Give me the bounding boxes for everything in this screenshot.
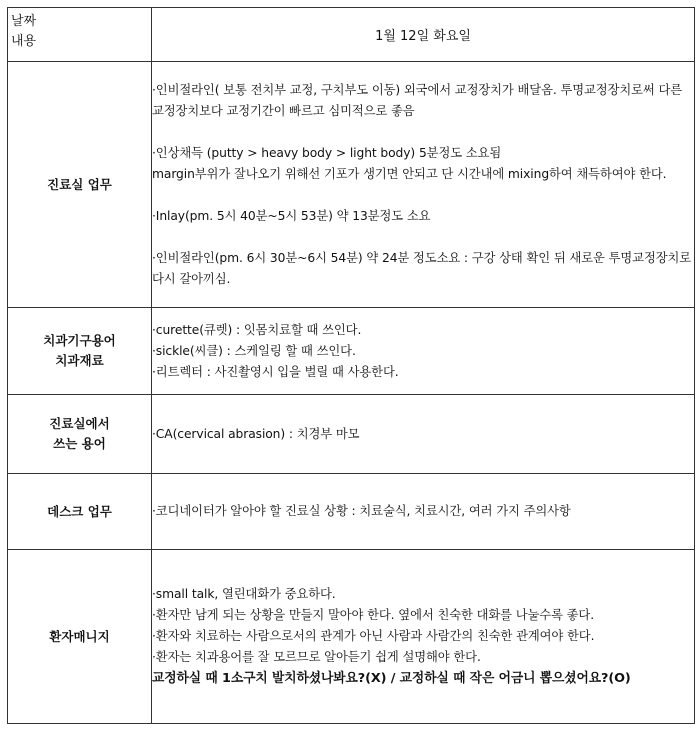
patient-row: [8, 550, 695, 724]
patient-line-example: 교정하실 때 1소구치 발치하셨나봐요?(X) / 교정하실 때 작은 어금니 뽑으셨어요?(O): [152, 671, 631, 686]
clinic-line-invisalign: ·인비절라인( 보통 전치부 교정, 구치부도 이동) 외국에서 교정장치가 배달옴. 투명교정장치로써 다른 교정장치보다 교정기간이 빠르고 심미적으로 좋음: [152, 82, 683, 118]
terms-title-line1: 진료실에서: [49, 416, 110, 431]
clinic-line-margin: margin부위가 잘나오기 위해선 기포가 생기면 안되고 단 시간내에 mixing하여 채득하여야 한다.: [152, 166, 667, 181]
terms-title: [8, 395, 152, 474]
clinic-row: [8, 62, 695, 308]
desk-row: [8, 474, 695, 550]
terms-title-line2: 쓰는 용어: [53, 436, 106, 451]
tools-row: [8, 308, 695, 395]
tools-title-line1: 치과기구용어: [43, 333, 116, 348]
desk-line-coordinator: ·코디네이터가 알아야 할 진료실 상황 : 치료술식, 치료시간, 여러 가지 주의사항: [152, 504, 571, 518]
patient-line-alone: ·환자만 남게 되는 상황을 만들지 말아야 한다. 옆에서 친숙한 대화를 나눌수록 좋다.: [152, 608, 595, 622]
header-label-cell: [8, 8, 152, 62]
tools-line-retractor: ·리트렉터 : 사진촬영시 입을 벌릴 때 사용한다.: [152, 364, 399, 379]
header-label-date: 날짜: [11, 14, 37, 29]
clinic-line-impression: ·인상채득 (putty > heavy body > light body) 5분정도 소요됨: [152, 145, 502, 160]
header-row: [8, 8, 695, 62]
clinic-line-invisalign-2: ·인비절라인(pm. 6시 30분~6시 54분) 약 24분 정도소요 : 구강 상태 확인 뒤 새로운 투명교정장치로 다시 갈아끼심.: [152, 250, 692, 286]
patient-line-smalltalk: ·small talk, 열린대화가 중요하다.: [152, 587, 336, 601]
patient-title: 환자매니지: [8, 550, 152, 724]
tools-title-line2: 치과재료: [55, 353, 104, 368]
clinic-title: 진료실 업무: [8, 62, 152, 308]
date-cell: 1월 12일 화요일: [152, 8, 695, 62]
patient-line-terms: ·환자는 치과용어를 잘 모르므로 알아듣기 쉽게 설명해야 한다.: [152, 650, 481, 664]
terms-line-ca: ·CA(cervical abrasion) : 치경부 마모: [152, 426, 360, 441]
terms-content: [152, 395, 695, 474]
tools-content: [152, 308, 695, 395]
patient-line-relationship: ·환자와 치료하는 사람으로서의 관계가 아닌 사람과 사람간의 친숙한 관계여야 한다.: [152, 629, 595, 643]
daily-log-table: [7, 7, 695, 724]
desk-content: [152, 474, 695, 550]
clinic-line-inlay: ·Inlay(pm. 5시 40분~5시 53분) 약 13분정도 소요: [152, 208, 431, 223]
terms-row: [8, 395, 695, 474]
patient-content: [152, 550, 695, 724]
tools-line-sickle: ·sickle(씨클) : 스케일링 할 때 쓰인다.: [152, 343, 356, 358]
clinic-content: [152, 62, 695, 308]
header-label-content: 내용: [11, 34, 37, 49]
tools-title: [8, 308, 152, 395]
tools-line-curette: ·curette(큐렛) : 잇몸치료할 때 쓰인다.: [152, 322, 362, 337]
desk-title: 데스크 업무: [8, 474, 152, 550]
